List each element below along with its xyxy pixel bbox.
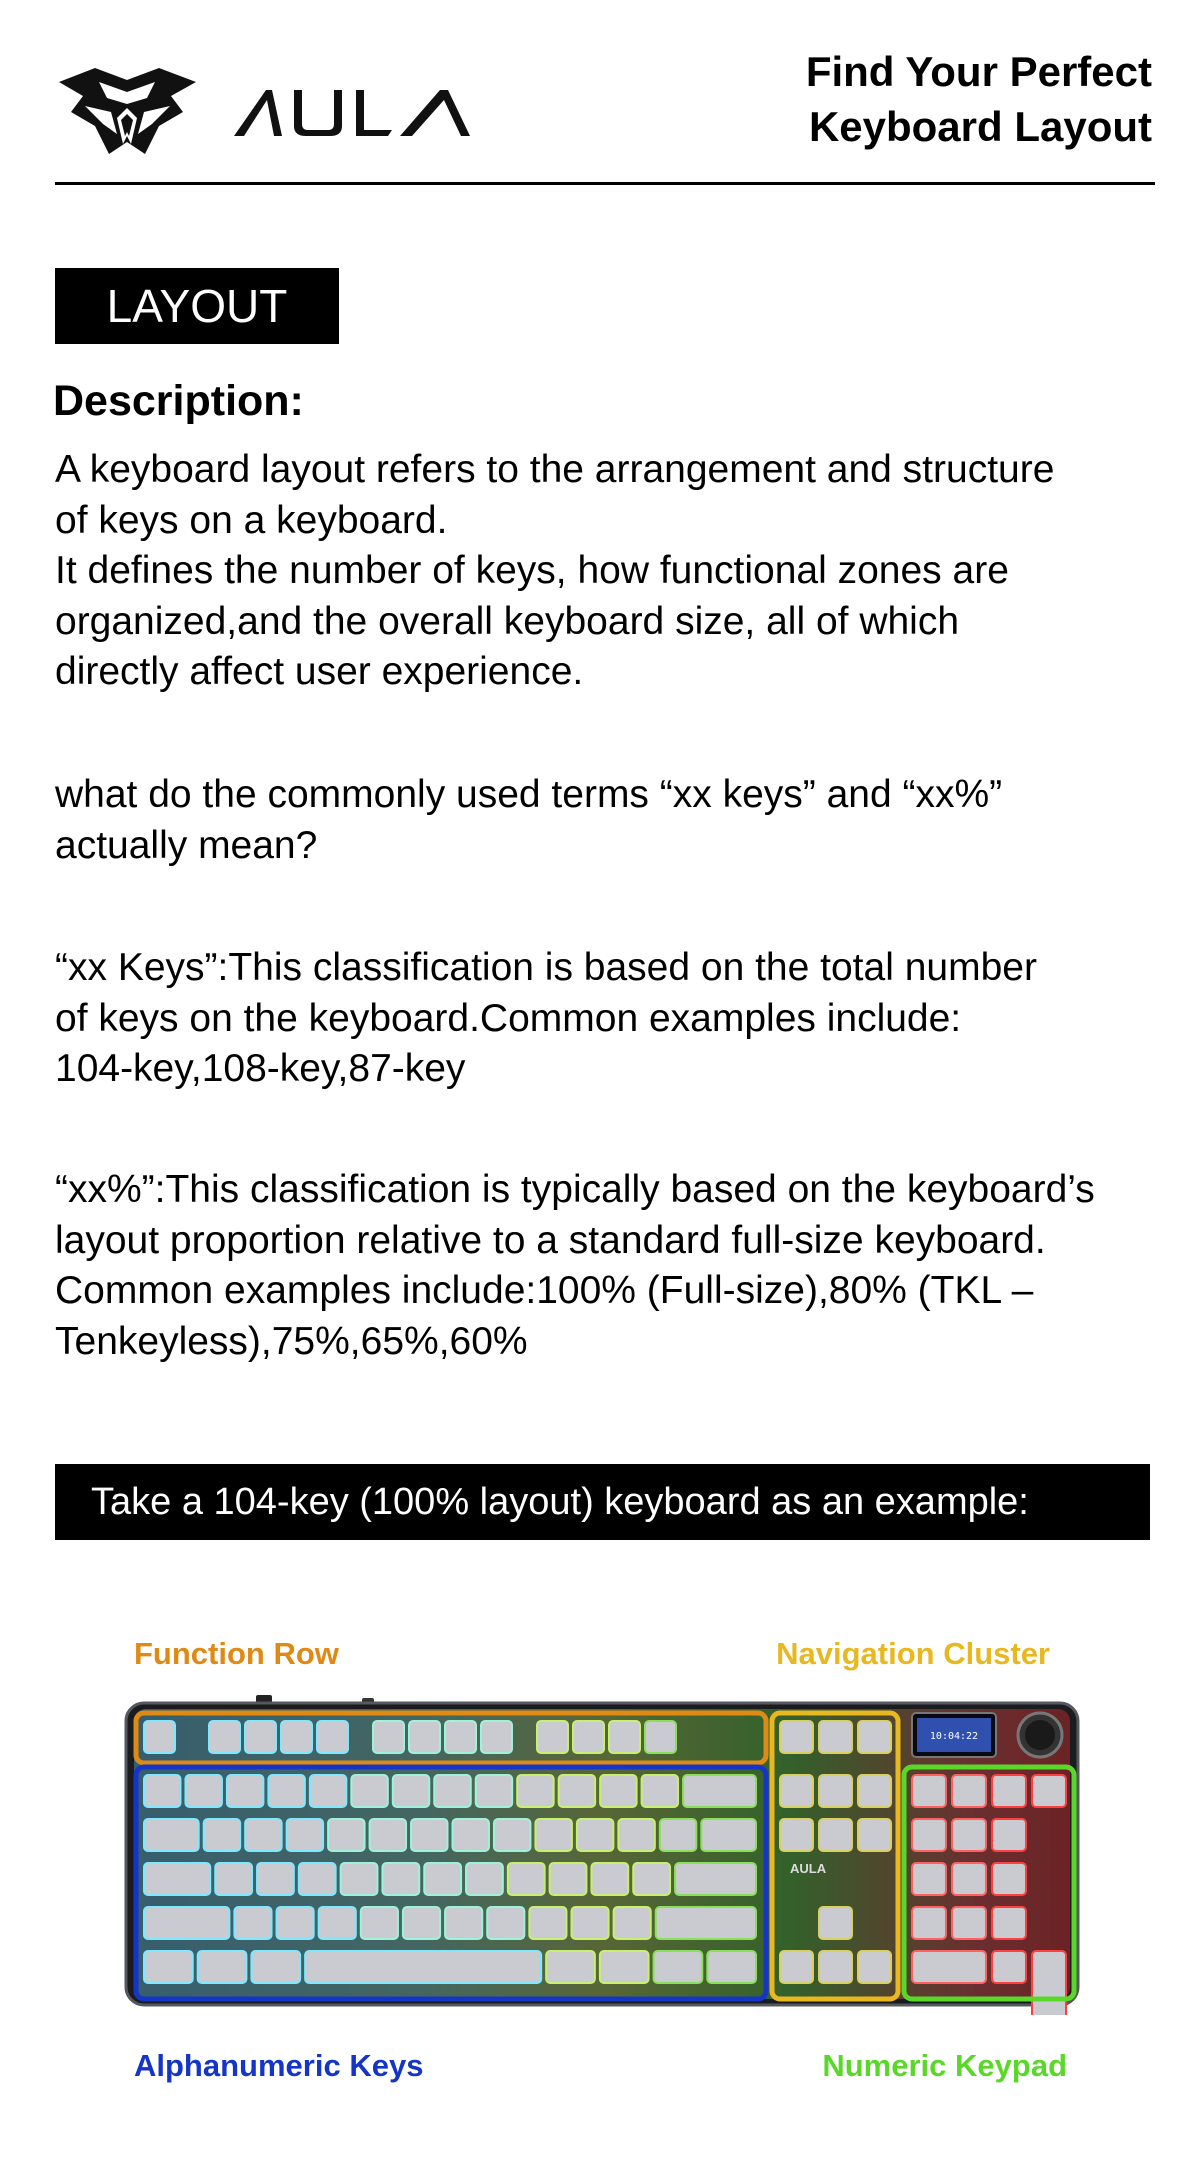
text-line: of keys on a keyboard. bbox=[55, 498, 448, 542]
key-cap bbox=[144, 1775, 180, 1807]
key-cap bbox=[299, 1863, 336, 1895]
key-cap bbox=[819, 1721, 852, 1753]
key-cap bbox=[268, 1775, 304, 1807]
key-cap bbox=[912, 1863, 946, 1895]
key-cap bbox=[382, 1863, 419, 1895]
key-cap bbox=[453, 1819, 489, 1851]
key-cap bbox=[645, 1721, 676, 1753]
text-line: “xx Keys”:This classification is based on the total number bbox=[55, 946, 1037, 989]
key-cap bbox=[445, 1721, 476, 1753]
key-cap bbox=[654, 1951, 703, 1983]
key-cap bbox=[466, 1863, 503, 1895]
aula-spider-emblem-icon bbox=[55, 62, 200, 160]
key-cap bbox=[633, 1863, 670, 1895]
key-cap bbox=[227, 1775, 263, 1807]
key-cap bbox=[780, 1819, 813, 1851]
page-title-line: Keyboard Layout bbox=[808, 103, 1152, 150]
key-cap bbox=[571, 1907, 608, 1939]
key-cap bbox=[144, 1863, 210, 1895]
key-cap bbox=[487, 1907, 524, 1939]
key-cap bbox=[424, 1863, 461, 1895]
key-cap bbox=[780, 1775, 813, 1807]
key-cap bbox=[370, 1819, 406, 1851]
key-cap bbox=[992, 1907, 1026, 1939]
key-cap bbox=[577, 1819, 613, 1851]
key-cap bbox=[780, 1951, 813, 1983]
key-cap bbox=[1032, 1775, 1066, 1807]
key-cap bbox=[494, 1819, 530, 1851]
key-cap bbox=[251, 1951, 300, 1983]
key-cap bbox=[529, 1907, 566, 1939]
key-cap bbox=[600, 1775, 636, 1807]
key-cap bbox=[660, 1819, 696, 1851]
key-cap bbox=[912, 1951, 986, 1983]
key-cap bbox=[245, 1721, 276, 1753]
display-screen-time: 10:04:22 bbox=[929, 1731, 979, 1742]
key-cap bbox=[600, 1951, 649, 1983]
key-cap bbox=[1032, 1951, 1066, 2015]
page-title-line: Find Your Perfect bbox=[805, 48, 1152, 95]
key-cap bbox=[952, 1907, 986, 1939]
text-line: organized,and the overall keyboard size, all of which bbox=[55, 599, 960, 643]
text-line: It defines the number of keys, how functional zones are bbox=[55, 549, 1009, 592]
key-cap bbox=[559, 1775, 595, 1807]
key-cap bbox=[858, 1819, 891, 1851]
key-cap bbox=[403, 1907, 440, 1939]
key-cap bbox=[409, 1721, 440, 1753]
text-line: A keyboard layout refers to the arrangement and structure bbox=[55, 448, 1055, 491]
key-cap bbox=[317, 1721, 348, 1753]
key-cap bbox=[204, 1819, 240, 1851]
key-cap bbox=[287, 1819, 323, 1851]
key-cap bbox=[858, 1775, 891, 1807]
key-cap bbox=[618, 1819, 654, 1851]
key-cap bbox=[656, 1907, 756, 1939]
key-cap bbox=[819, 1951, 852, 1983]
text-line: directly affect user experience. bbox=[55, 650, 584, 693]
navigation-cluster-label: Navigation Cluster bbox=[776, 1636, 1050, 1671]
key-cap bbox=[992, 1951, 1026, 1983]
text-line: Common examples include:100% (Full-size),80% (TKL – bbox=[55, 1269, 1034, 1312]
key-cap bbox=[912, 1775, 946, 1807]
key-cap bbox=[434, 1775, 470, 1807]
key-cap bbox=[209, 1721, 240, 1753]
key-cap bbox=[819, 1775, 852, 1807]
key-cap bbox=[546, 1951, 595, 1983]
key-cap bbox=[185, 1775, 221, 1807]
key-cap bbox=[517, 1775, 553, 1807]
text-line: layout proportion relative to a standard full-size keyboard. bbox=[55, 1218, 1046, 1262]
key-cap bbox=[328, 1819, 364, 1851]
key-cap bbox=[537, 1721, 568, 1753]
key-cap bbox=[642, 1775, 678, 1807]
key-cap bbox=[912, 1819, 946, 1851]
key-cap bbox=[215, 1863, 252, 1895]
key-cap bbox=[707, 1951, 756, 1983]
key-cap bbox=[144, 1721, 175, 1753]
key-cap bbox=[992, 1819, 1026, 1851]
header-divider bbox=[55, 182, 1155, 185]
keyboard-brand-mark: AULA bbox=[790, 1861, 827, 1876]
section-badge: LAYOUT bbox=[55, 268, 339, 344]
key-cap bbox=[912, 1907, 946, 1939]
key-cap bbox=[508, 1863, 545, 1895]
numeric-keypad-label: Numeric Keypad bbox=[822, 2048, 1067, 2083]
page-title bbox=[672, 44, 1152, 154]
key-cap bbox=[411, 1819, 447, 1851]
key-cap bbox=[535, 1819, 571, 1851]
key-cap bbox=[476, 1775, 512, 1807]
paragraph-xx-keys bbox=[55, 943, 1185, 1095]
text-line: Tenkeyless),75%,65%,60% bbox=[55, 1319, 528, 1363]
paragraph-definition bbox=[55, 445, 1185, 698]
key-cap bbox=[992, 1863, 1026, 1895]
key-cap bbox=[310, 1775, 346, 1807]
key-cap bbox=[361, 1907, 398, 1939]
key-cap bbox=[614, 1907, 651, 1939]
text-line: 104-key,108-key,87-key bbox=[55, 1047, 466, 1090]
key-cap bbox=[819, 1819, 852, 1851]
key-cap bbox=[609, 1721, 640, 1753]
text-line: what do the commonly used terms “xx keys” and “xx%” bbox=[55, 773, 1003, 816]
key-cap bbox=[858, 1951, 891, 1983]
key-cap bbox=[277, 1907, 314, 1939]
key-cap bbox=[675, 1863, 756, 1895]
key-cap bbox=[952, 1775, 986, 1807]
key-cap bbox=[341, 1863, 378, 1895]
key-cap bbox=[144, 1951, 193, 1983]
key-cap bbox=[234, 1907, 271, 1939]
key-cap bbox=[198, 1951, 247, 1983]
example-banner: Take a 104-key (100% layout) keyboard as an example: bbox=[55, 1464, 1150, 1540]
key-cap bbox=[992, 1775, 1026, 1807]
key-cap bbox=[952, 1819, 986, 1851]
key-cap bbox=[481, 1721, 512, 1753]
key-cap bbox=[858, 1721, 891, 1753]
key-cap bbox=[952, 1863, 986, 1895]
key-cap bbox=[257, 1863, 294, 1895]
key-cap bbox=[445, 1907, 482, 1939]
key-cap bbox=[144, 1819, 199, 1851]
description-heading: Description: bbox=[53, 377, 304, 425]
alphanumeric-keys-label: Alphanumeric Keys bbox=[134, 2048, 424, 2083]
paragraph-question bbox=[55, 770, 1185, 871]
key-cap bbox=[701, 1819, 756, 1851]
key-cap bbox=[281, 1721, 312, 1753]
key-cap bbox=[393, 1775, 429, 1807]
key-cap bbox=[144, 1907, 229, 1939]
key-cap bbox=[305, 1951, 541, 1983]
text-line: actually mean? bbox=[55, 823, 318, 867]
key-cap bbox=[683, 1775, 756, 1807]
key-cap bbox=[780, 1721, 813, 1753]
key-cap bbox=[591, 1863, 628, 1895]
key-cap bbox=[573, 1721, 604, 1753]
key-cap bbox=[245, 1819, 281, 1851]
keyboard-diagram bbox=[122, 1695, 1082, 2015]
aula-wordmark-logo bbox=[232, 84, 472, 140]
text-line: “xx%”:This classification is typically based on the keyboard’s bbox=[55, 1168, 1095, 1211]
key-cap bbox=[351, 1775, 387, 1807]
key-cap bbox=[819, 1907, 852, 1939]
key-cap bbox=[319, 1907, 356, 1939]
key-cap bbox=[550, 1863, 587, 1895]
paragraph-xx-percent bbox=[55, 1165, 1185, 1367]
function-row-label: Function Row bbox=[134, 1636, 339, 1671]
key-cap bbox=[373, 1721, 404, 1753]
text-line: of keys on the keyboard.Common examples include: bbox=[55, 996, 962, 1040]
volume-knob-inner bbox=[1025, 1720, 1055, 1750]
